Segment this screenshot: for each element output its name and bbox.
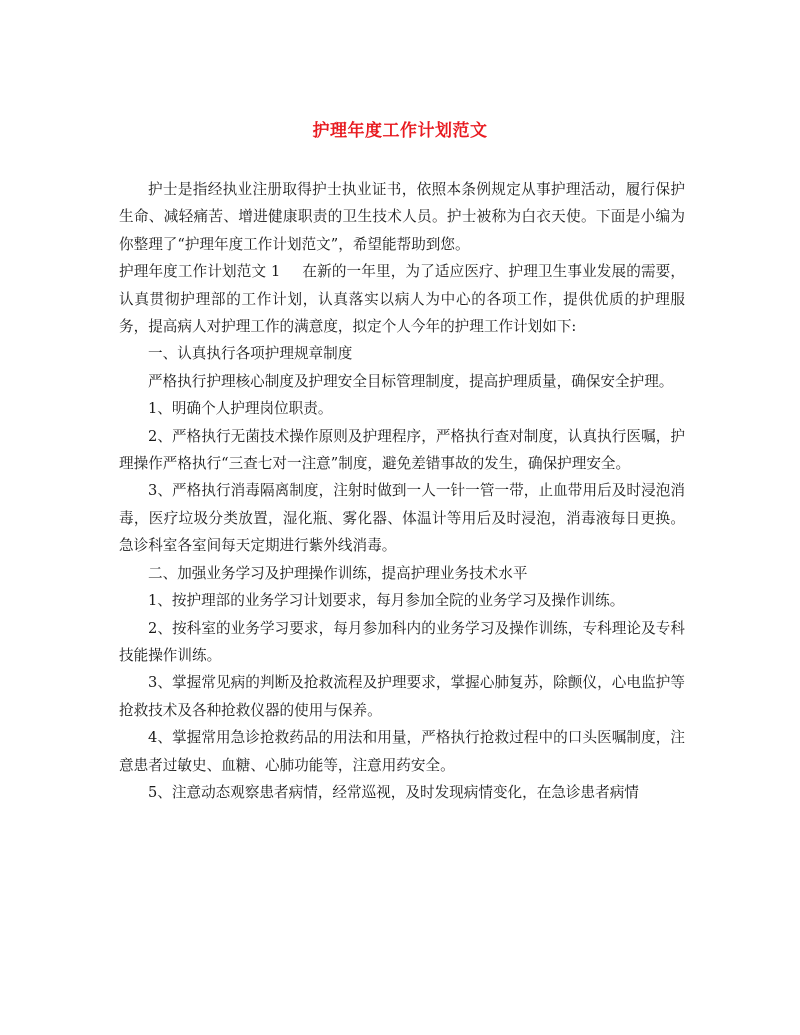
paragraph: 严格执行护理核心制度及护理安全目标管理制度，提高护理质量，确保安全护理。 <box>148 372 674 390</box>
list-item: 4、掌握常用急诊抢救药品的用法和用量，严格执行抢救过程中的口头医嘱制度，注意患者过敏史、血糖、心肺功能等，注意用药安全。 <box>119 729 685 774</box>
list-item: 1、按护理部的业务学习计划要求，每月参加全院的业务学习及操作训练。 <box>148 592 625 610</box>
document-title: 护理年度工作计划范文 <box>312 121 488 141</box>
document-body <box>119 176 685 806</box>
list-item: 3、严格执行消毒隔离制度，注射时做到一人一针一管一带，止血带用后及时浸泡消毒，医疗垃圾分类放置，湿化瓶、雾化器、体温计等用后及时浸泡，消毒液每日更换。急诊科室各室间每天定期进行紫外线消毒。 <box>119 482 685 555</box>
list-item: 5、注意动态观察患者病情，经常巡视，及时发现病情变化，在急诊患者病情 <box>148 783 639 801</box>
list-item: 2、严格执行无菌技术操作原则及护理程序，严格执行查对制度，认真执行医嘱，护理操作严格执行“三查七对一注意”制度，避免差错事故的发生，确保护理安全。 <box>119 427 685 473</box>
section-heading-2: 二、加强业务学习及护理操作训练，提高护理业务技术水平 <box>148 564 528 582</box>
list-item: 1、明确个人护理岗位职责。 <box>148 400 333 418</box>
plan-heading: 护理年度工作计划范文 1 <box>119 263 281 281</box>
section-heading-1: 一、认真执行各项护理规章制度 <box>148 345 353 363</box>
paragraph-intro: 护士是指经执业注册取得护士执业证书，依照本条例规定从事护理活动，履行保护生命、减轻痛苦、增进健康职责的卫生技术人员。护士被称为白衣天使。下面是小编为你整理了“护理年度工作计划范文”，希望能帮助到您。 <box>119 181 685 253</box>
plan-text: 在新的一年里，为了适应医疗、护理卫生事业发展的需要，认真贯彻护理部的工作计划，认真落实以病人为中心的各项工作，提供优质的护理服务，提高病人对护理工作的满意度，拟定个人今年的护理工作计划如下: <box>119 263 685 336</box>
paragraph-plan-1 <box>119 258 685 340</box>
list-item: 2、按科室的业务学习要求，每月参加科内的业务学习及操作训练，专科理论及专科技能操作训练。 <box>119 619 685 664</box>
list-item: 3、掌握常见病的判断及抢救流程及护理要求，掌握心肺复苏，除颤仪，心电监护等抢救技术及各种抢救仪器的使用与保养。 <box>119 674 685 719</box>
